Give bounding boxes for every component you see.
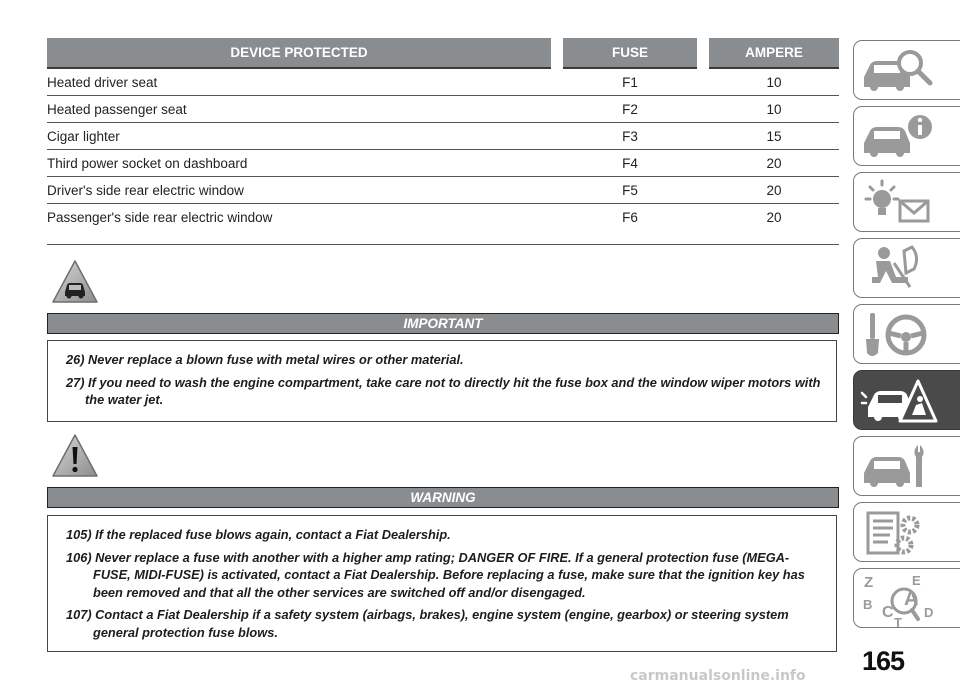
- device-cell: Cigar lighter: [47, 123, 551, 150]
- table-row: [47, 96, 839, 123]
- page-number: 165: [862, 646, 905, 676]
- important-title-bar: IMPORTANT: [47, 313, 839, 334]
- important-item: 26) Never replace a blown fuse with metal wires or other material.: [66, 352, 464, 367]
- table-row: [47, 123, 839, 150]
- fuse-header: FUSE: [563, 38, 697, 68]
- warning-body: [47, 515, 837, 652]
- important-body: [47, 340, 837, 422]
- ampere-cell: 20: [709, 204, 839, 245]
- table-row: [47, 68, 839, 96]
- fuse-cell: F4: [563, 150, 697, 177]
- car-emergency-icon: [860, 375, 940, 427]
- index-letter: B: [863, 597, 873, 612]
- device-cell: Driver's side rear electric window: [47, 177, 551, 204]
- ampere-cell: 10: [709, 68, 839, 96]
- table-row: [47, 177, 839, 204]
- fuse-cell: F5: [563, 177, 697, 204]
- device-header: DEVICE PROTECTED: [47, 38, 551, 68]
- tab-car-search[interactable]: [853, 40, 960, 100]
- tab-index[interactable]: [853, 568, 960, 628]
- alphabetical-index-icon: [860, 573, 940, 629]
- index-letter: Z: [864, 574, 874, 591]
- fuse-cell: F3: [563, 123, 697, 150]
- tab-car-info[interactable]: [853, 106, 960, 166]
- warning-item: 107) Contact a Fiat Dealership if a safety system (airbags, brakes), engine system (engine, gearbox) or steering system general protection fuse blows.: [66, 607, 789, 640]
- steering-key-icon: [860, 309, 940, 361]
- index-letter: T: [894, 615, 902, 629]
- fuse-cell: F1: [563, 68, 697, 96]
- car-warning-icon: [50, 258, 100, 308]
- index-letter: D: [924, 605, 934, 620]
- ampere-cell: 15: [709, 123, 839, 150]
- ampere-cell: 20: [709, 177, 839, 204]
- warning-title-bar: WARNING: [47, 487, 839, 508]
- warning-item: 106) Never replace a fuse with another with a higher amp rating; DANGER OF FIRE. If a general protection fuse (MEGA-FUSE, MIDI-FUSE) is activated, contact a Fiat Dealership. Before replacing a fuse, make sure that the ignition key has been removed and that all the other services are switched off and/or disengaged.: [66, 549, 805, 600]
- table-row: [47, 150, 839, 177]
- tab-warning-lights[interactable]: [853, 172, 960, 232]
- car-maintenance-icon: [860, 441, 940, 493]
- fuse-cell: F6: [563, 204, 697, 245]
- fuse-table: [47, 38, 839, 245]
- ampere-cell: 20: [709, 150, 839, 177]
- index-letter: C: [882, 604, 894, 621]
- watermark[interactable]: carmanualsonline.info: [630, 668, 806, 684]
- warning-item: 105) If the replaced fuse blows again, contact a Fiat Dealership.: [66, 527, 451, 542]
- header-gap: [697, 38, 709, 68]
- device-cell: Heated driver seat: [47, 68, 551, 96]
- fuse-cell: F2: [563, 96, 697, 123]
- device-cell: Third power socket on dashboard: [47, 150, 551, 177]
- car-search-icon: [860, 45, 940, 97]
- index-letter: E: [912, 573, 921, 588]
- ampere-header: AMPERE: [709, 38, 839, 68]
- tab-technical-data[interactable]: [853, 502, 960, 562]
- header-gap: [551, 38, 563, 68]
- table-row: [47, 204, 839, 245]
- technical-data-icon: [860, 507, 940, 559]
- tab-servicing-care[interactable]: [853, 436, 960, 496]
- tab-starting-driving[interactable]: [853, 304, 960, 364]
- car-info-icon: [860, 111, 940, 163]
- exclamation-warning-icon: [50, 432, 100, 482]
- tab-safety[interactable]: [853, 238, 960, 298]
- table-header-row: [47, 38, 839, 68]
- device-cell: Heated passenger seat: [47, 96, 551, 123]
- tab-in-an-emergency[interactable]: [853, 370, 960, 430]
- index-letter: A: [904, 588, 919, 610]
- airbag-safety-icon: [860, 243, 940, 295]
- ampere-cell: 10: [709, 96, 839, 123]
- warning-lights-message-icon: [860, 177, 940, 229]
- device-cell: Passenger's side rear electric window: [47, 204, 551, 245]
- important-item: 27) If you need to wash the engine compartment, take care not to directly hit the fuse box and the window wiper motors with the water jet.: [66, 374, 821, 407]
